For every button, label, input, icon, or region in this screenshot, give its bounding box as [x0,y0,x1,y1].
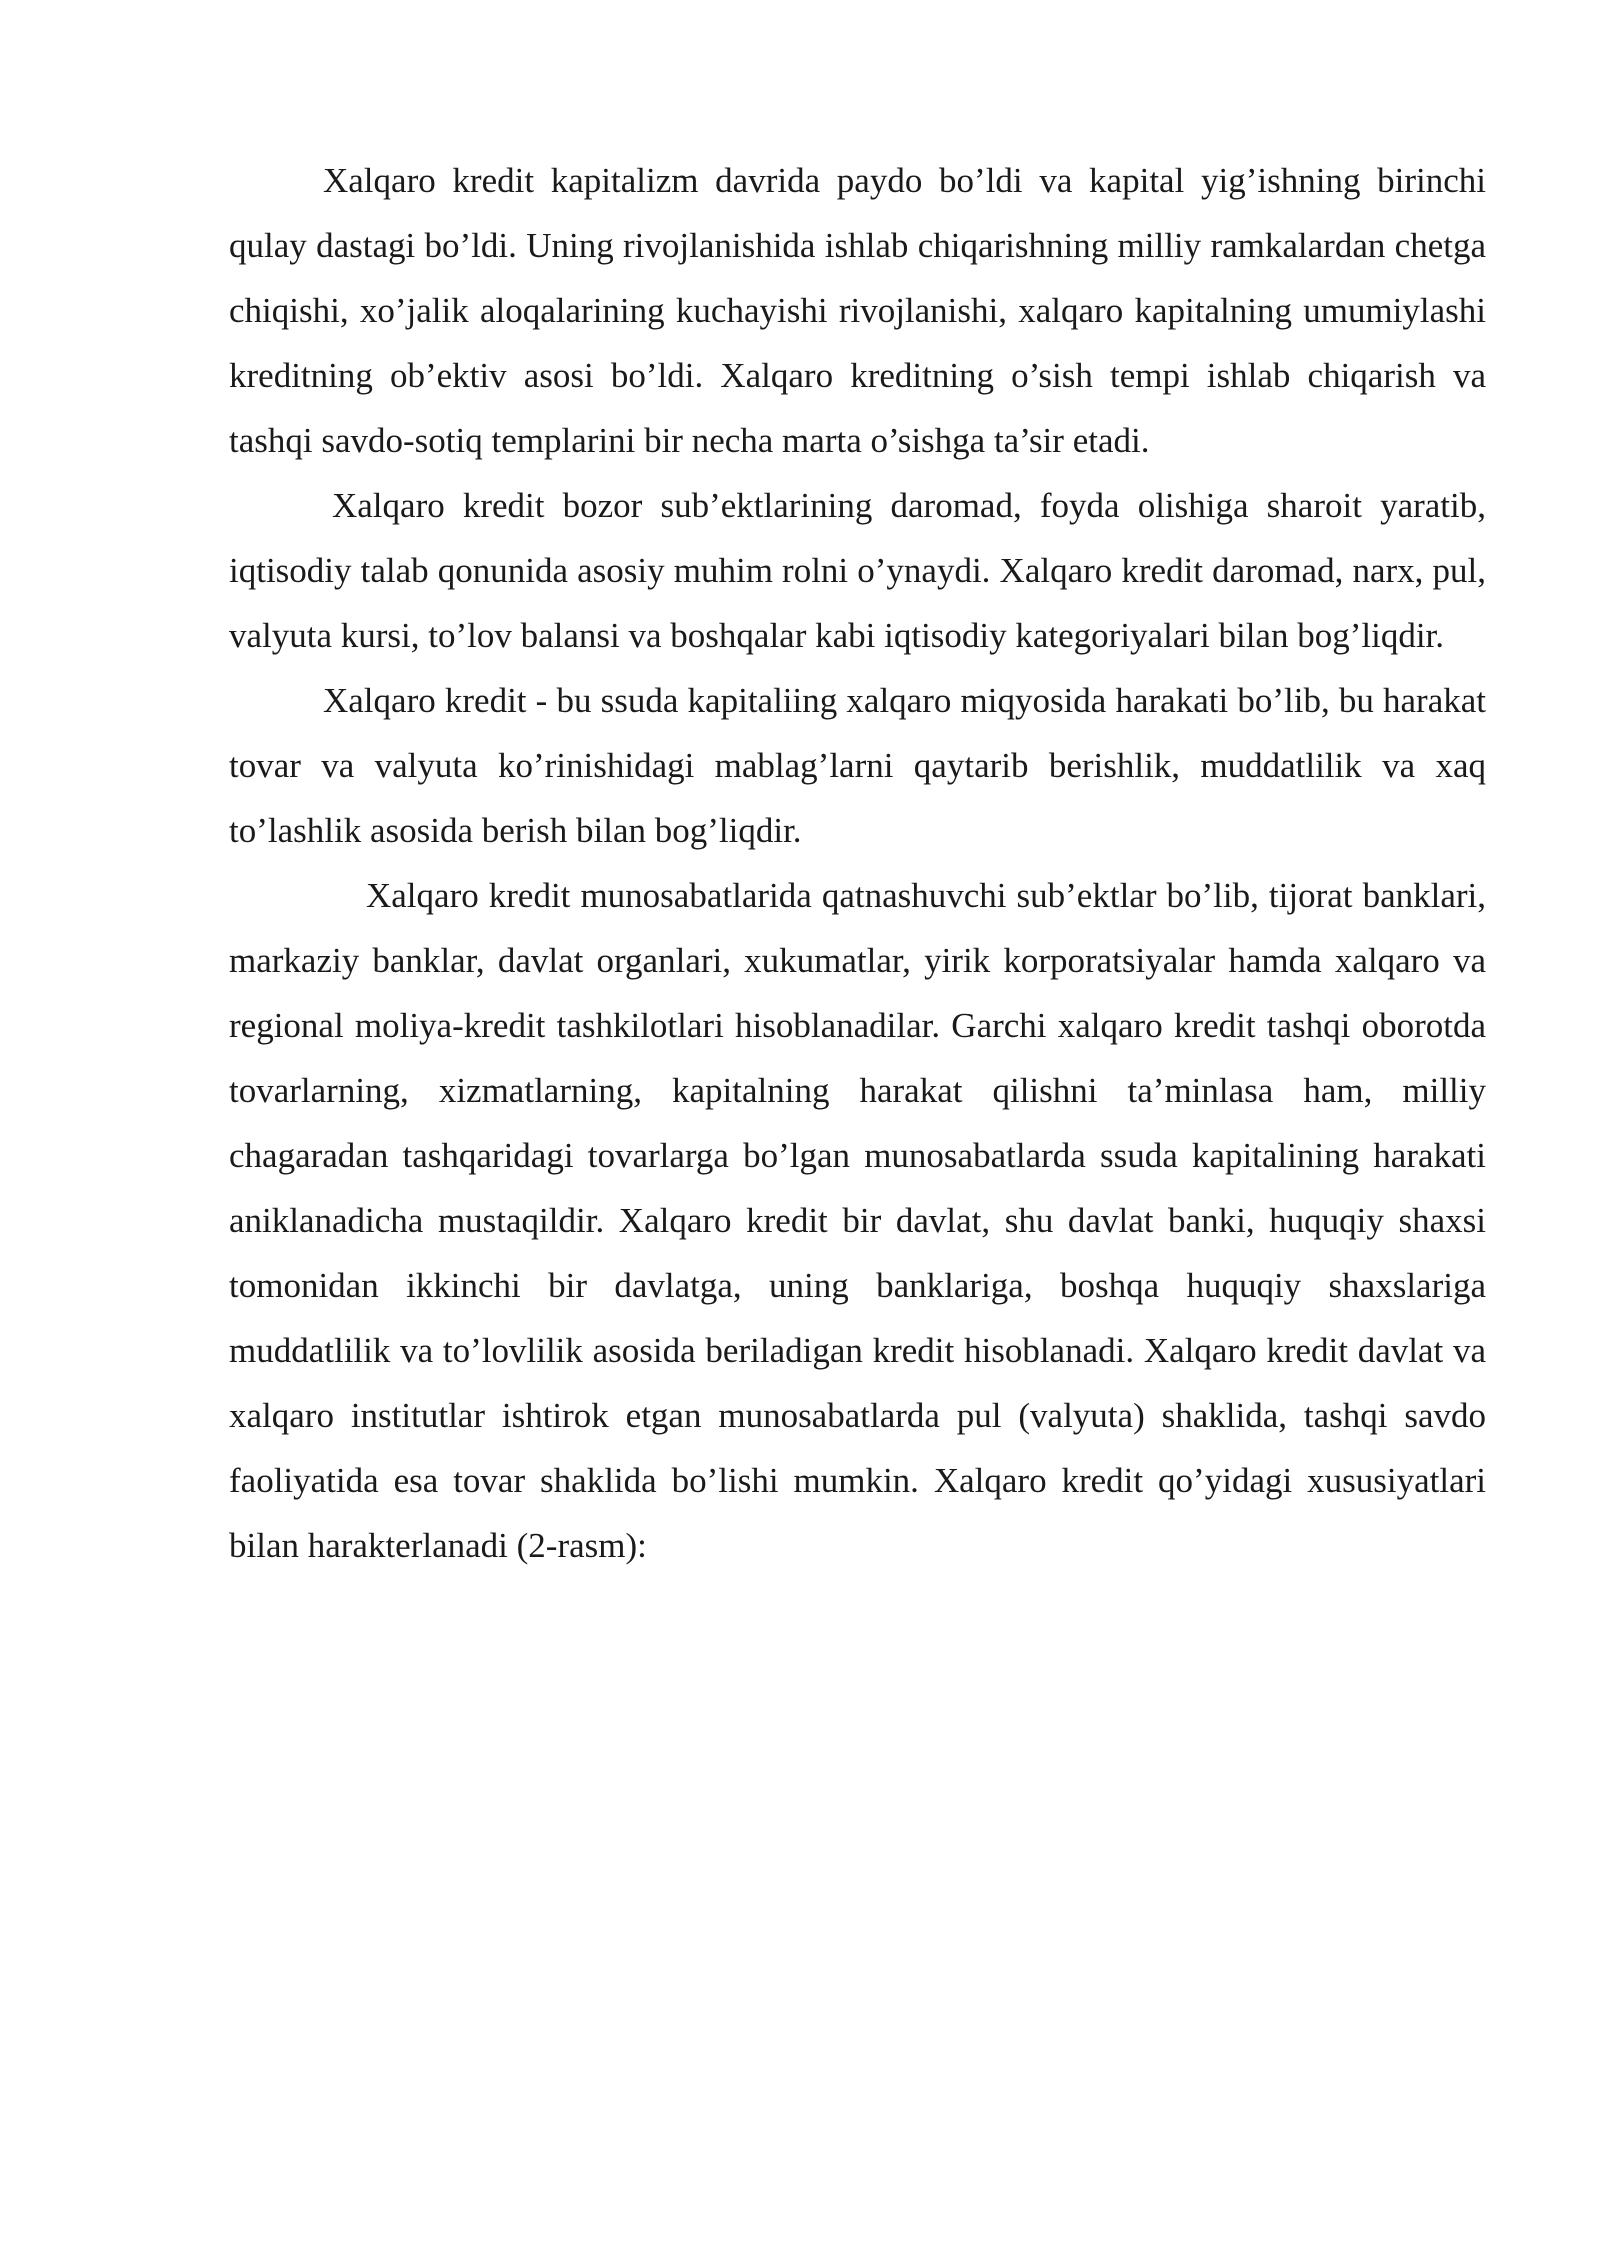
document-body [229,148,1486,1578]
paragraph-2: Xalqaro kredit bozor sub’ektlarining daromad, foyda olishiga sharoit yaratib, iqtisodiy talab qonunida asosiy muhim rolni o’ynaydi. Xalqaro kredit daromad, narx, pul, valyuta kursi, to’lov balansi va boshqalar kabi iqtisodiy kategoriyalari bilan bog’liqdir. [229,486,1486,655]
paragraph-1: Xalqaro kredit kapitalizm davrida paydo bo’ldi va kapital yig’ishning birinchi qulay dastagi bo’ldi. Uning rivojlanishida ishlab chiqarishning milliy ramkalardan chetga chiqishi, xo’jalik aloqalarining kuchayishi rivojlanishi, xalqaro kapitalning umumiylashi kreditning ob’ektiv asosi bo’ldi. Xalqaro kreditning o’sish tempi ishlab chiqarish va tashqi savdo-sotiq templarini bir necha marta o’sishga ta’sir etadi. [229,161,1486,460]
paragraph-3: Xalqaro kredit - bu ssuda kapitaliing xalqaro miqyosida harakati bo’lib, bu harakat tovar va valyuta ko’rinishidagi mablag’larni qaytarib berishlik, muddatlilik va xaq to’lashlik asosida berish bilan bog’liqdir. [229,681,1486,850]
paragraph-4: Xalqaro kredit munosabatlarida qatnashuvchi sub’ektlar bo’lib, tijorat banklari, markaziy banklar, davlat organlari, xukumatlar, yirik korporatsiyalar hamda xalqaro va regional moliya-kredit tashkilotlari hisoblanadilar. Garchi xalqaro kredit tashqi oborotda tovarlarning, xizmatlarning, kapitalning harakat qilishni ta’minlasa ham, milliy chagaradan tashqaridagi tovarlarga bo’lgan munosabatlarda ssuda kapitalining harakati aniklanadicha mustaqildir. Xalqaro kredit bir davlat, shu davlat banki, huquqiy shaxsi tomonidan ikkinchi bir davlatga, uning banklariga, boshqa huquqiy shaxslariga muddatlilik va to’lovlilik asosida beriladigan kredit hisoblanadi. Xalqaro kredit davlat va xalqaro institutlar ishtirok etgan munosabatlarda pul (valyuta) shaklida, tashqi savdo faoliyatida esa tovar shaklida bo’lishi mumkin. Xalqaro kredit qo’yidagi xususiyatlari bilan harakterlanadi (2-rasm): [229,876,1486,1565]
